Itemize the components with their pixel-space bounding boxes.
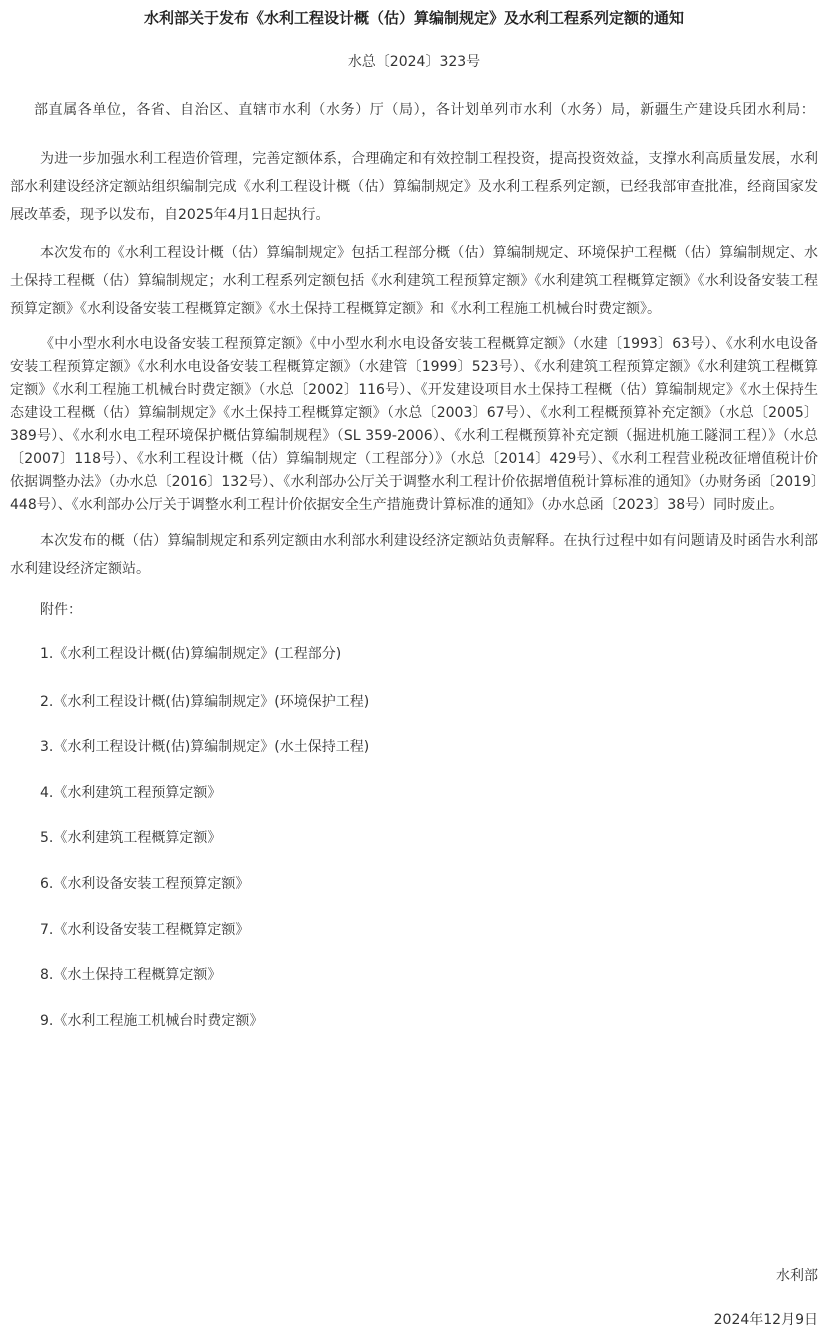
attachment-item: 8.《水土保持工程概算定额》 bbox=[40, 967, 222, 984]
notice-document bbox=[10, 0, 818, 1328]
body-paragraph-1: 为进一步加强水利工程造价管理，完善定额体系，合理确定和有效控制工程投资，提高投资效益，支撑水利高质量发展，水利部水利建设经济定额站组织编制完成《水利工程设计概（估）算编制规定》及水利工程系列定额，已经我部审查批准，经商国家发展改革委，现予以发布，自2025年4月1日起执行。 bbox=[10, 151, 818, 223]
attachment-item: 2.《水利工程设计概(估)算编制规定》(环境保护工程) bbox=[40, 693, 370, 710]
attachments-label: 附件： bbox=[40, 602, 82, 618]
attachment-item: 3.《水利工程设计概(估)算编制规定》(水土保持工程) bbox=[40, 739, 370, 756]
body-paragraph-3: 《中小型水利水电设备安装工程预算定额》《中小型水利水电设备安装工程概算定额》（水建〔1993〕63号）、《水利水电设备安装工程预算定额》《水利水电设备安装工程概算定额》（水建管〔1999〕523号）、《水利建筑工程预算定额》《水利建筑工程概算定额》《水利工程施工机械台时费定额》（水总〔2002〕116号）、《开发建设项目水土保持工程概（估）算编制规定》《水土保持生态建设工程概（估）算编制规定》《水土保持工程概算定额》（水总〔2003〕67号）、《水利工程概预算补充定额》（水总〔2005〕389号）、《水利水电工程环境保护概估算编制规程》（SL 359-2006）、《水利工程概预算补充定额（掘进机施工隧洞工程）》（水总〔2007〕118号）、《水利工程设计概（估）算编制规定（工程部分）》（水总〔2014〕429号）、《水利工程营业税改征增值税计价依据调整办法》（办水总〔2016〕132号）、《水利部办公厅关于调整水利工程计价依据增值税计算标准的通知》（办财务函〔2019〕448号）、《水利部办公厅关于调整水利工程计价依据安全生产措施费计算标准的通知》（办水总函〔2023〕38号）同时废止。 bbox=[10, 336, 818, 513]
issuing-authority: 水利部 bbox=[776, 1268, 818, 1284]
document-title: 水利部关于发布《水利工程设计概（估）算编制规定》及水利工程系列定额的通知 bbox=[143, 9, 684, 27]
attachment-item: 1.《水利工程设计概(估)算编制规定》(工程部分) bbox=[40, 646, 342, 662]
attachment-item: 7.《水利设备安装工程概算定额》 bbox=[40, 921, 250, 938]
salutation: 部直属各单位，各省、自治区、直辖市水利（水务）厅（局），各计划单列市水利（水务）局，新疆生产建设兵团水利局： bbox=[34, 102, 816, 118]
attachments-list bbox=[10, 621, 818, 1031]
attachment-item: 9.《水利工程施工机械台时费定额》 bbox=[40, 1012, 264, 1029]
body-paragraph-2: 本次发布的《水利工程设计概（估）算编制规定》包括工程部分概（估）算编制规定、环境保护工程概（估）算编制规定、水土保持工程概（估）算编制规定；水利工程系列定额包括《水利建筑工程预算定额》《水利建筑工程概算定额》《水利设备安装工程预算定额》《水利设备安装工程概算定额》《水土保持工程概算定额》和《水利工程施工机械台时费定额》。 bbox=[10, 245, 818, 317]
body-paragraph-4: 本次发布的概（估）算编制规定和系列定额由水利部水利建设经济定额站负责解释。在执行过程中如有问题请及时函告水利部水利建设经济定额站。 bbox=[10, 533, 818, 577]
issue-date: 2024年12月9日 bbox=[713, 1312, 818, 1328]
attachment-item: 5.《水利建筑工程概算定额》 bbox=[40, 830, 222, 847]
attachment-item: 4.《水利建筑工程预算定额》 bbox=[40, 784, 222, 801]
document-number: 水总〔2024〕323号 bbox=[347, 54, 481, 70]
attachment-item: 6.《水利设备安装工程预算定额》 bbox=[40, 875, 250, 892]
